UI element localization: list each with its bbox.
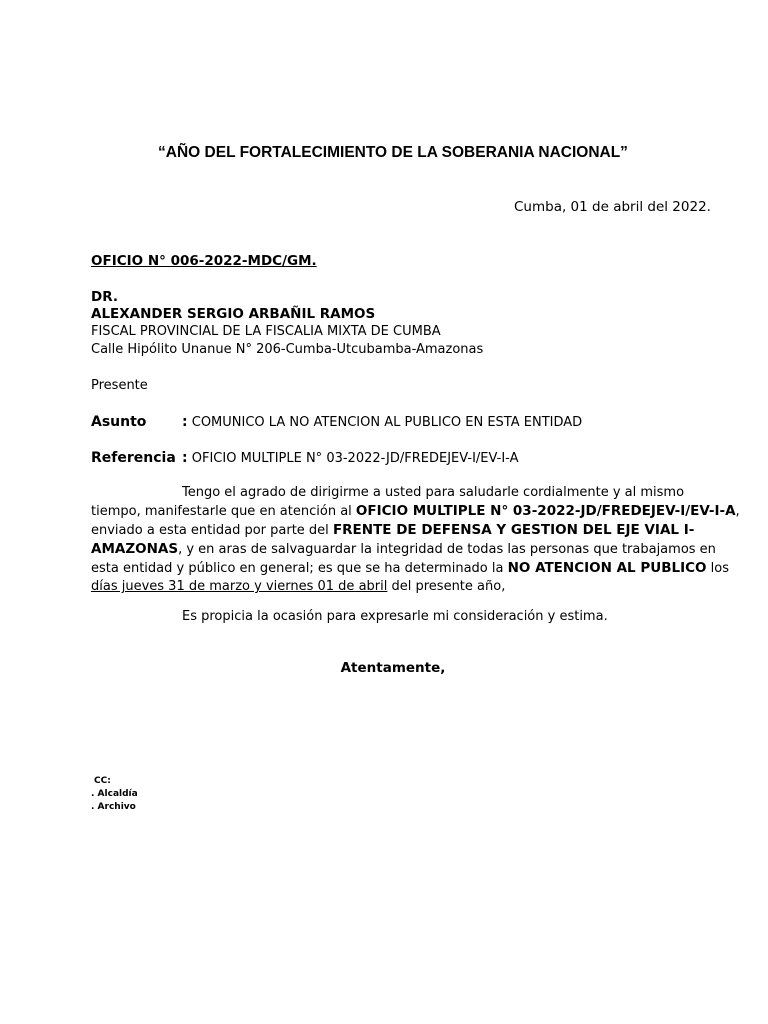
reference-line	[182, 450, 518, 466]
subject-line	[182, 414, 582, 430]
body-text: del presente año,	[387, 579, 506, 594]
recipient-address: Calle Hipólito Unanue N° 206-Cumba-Utcubamba-Amazonas	[91, 342, 484, 357]
subject-value: COMUNICO LA NO ATENCION AL PUBLICO EN ESTA ENTIDAD	[191, 415, 583, 430]
body-underlined-dates: días jueves 31 de marzo y viernes 01 de abril	[91, 579, 388, 594]
farewell: Atentamente,	[340, 660, 446, 676]
reference-label: Referencia	[91, 450, 176, 466]
oficio-number: OFICIO N° 006-2022-MDC/GM.	[91, 253, 317, 269]
body-line-4	[91, 540, 716, 559]
date-line: Cumba, 01 de abril del 2022.	[514, 199, 711, 215]
subject-label: Asunto	[91, 414, 147, 430]
subject-colon: :	[182, 414, 188, 430]
recipient-name: ALEXANDER SERGIO ARBAÑIL RAMOS	[91, 306, 376, 322]
body-text: ,	[735, 504, 740, 519]
salutation-presente: Presente	[91, 378, 148, 393]
body-emphasis-frente: FRENTE DE DEFENSA Y GESTION DEL EJE VIAL I-	[332, 522, 695, 538]
body-line-6	[91, 578, 681, 596]
cc-item: . Alcaldía	[91, 789, 138, 799]
reference-value: OFICIO MULTIPLE N° 03-2022-JD/FREDEJEV-I/EV-I-A	[191, 451, 519, 466]
body-line-1: Tengo el agrado de dirigirme a usted para saludarle cordialmente y al mismo	[182, 485, 685, 500]
body-text: , y en aras de salvaguardar la integridad de todas las personas que trabajamos en	[178, 542, 716, 557]
body-emphasis-amazonas: AMAZONAS	[91, 541, 179, 557]
cc-item: . Archivo	[91, 802, 136, 812]
recipient-title: DR.	[91, 289, 118, 305]
reference-colon: :	[182, 450, 188, 466]
body-line-3	[91, 521, 695, 540]
body-emphasis-no-atencion: NO ATENCION AL PUBLICO	[507, 560, 707, 576]
cc-block	[91, 775, 138, 814]
body-line-5	[91, 559, 729, 578]
recipient-position: FISCAL PROVINCIAL DE LA FISCALIA MIXTA DE CUMBA	[91, 324, 441, 339]
body-text: los	[706, 561, 729, 576]
body-text: enviado a esta entidad por parte del	[91, 523, 333, 538]
body-text: esta entidad y público en general; es que se ha determinado la	[91, 561, 508, 576]
cc-label: CC:	[94, 776, 111, 786]
body-text: tiempo, manifestarle que en atención al	[91, 504, 356, 519]
body-paragraph	[91, 484, 740, 596]
body-line-2	[91, 502, 740, 521]
body-emphasis-oficio: OFICIO MULTIPLE N° 03-2022-JD/FREDEJEV-I/EV-I-A	[355, 503, 736, 519]
closing-sentence: Es propicia la ocasión para expresarle mi consideración y estima.	[182, 609, 608, 624]
year-motto: “AÑO DEL FORTALECIMIENTO DE LA SOBERANIA NACIONAL”	[158, 144, 628, 161]
